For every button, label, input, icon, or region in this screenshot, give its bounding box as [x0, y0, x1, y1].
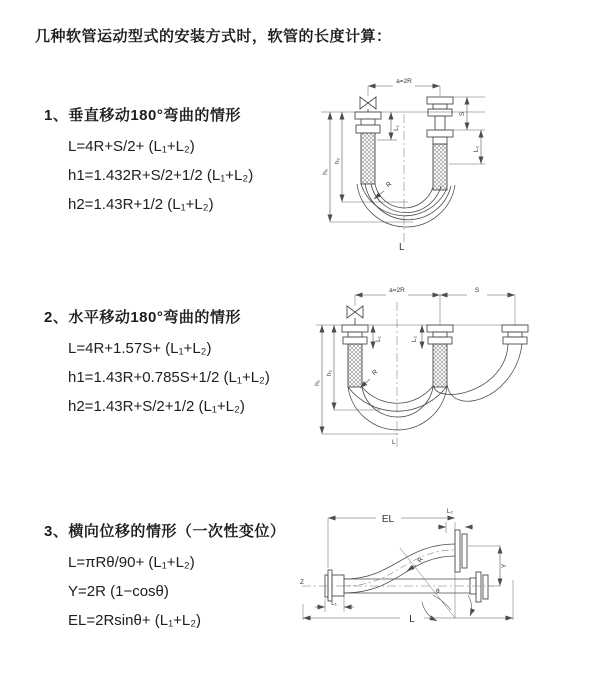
section-horizontal-180 [44, 306, 270, 421]
left-fitting [342, 325, 368, 387]
dim-s-label: S [474, 287, 480, 294]
axis-mark-label: Z [300, 579, 304, 586]
right-fitting [427, 97, 453, 190]
section-lateral-displacement [44, 520, 285, 635]
hose-u-bend [348, 386, 447, 430]
radius-label: R [416, 556, 425, 565]
section3-heading: 3、横向位移的情形（一次性变位） [44, 523, 286, 540]
dim-h2-label: h₂ [326, 369, 333, 377]
left-fitting [355, 112, 381, 184]
section1-formulas [68, 132, 253, 219]
formula-h1: h1=1.43R+0.785S+1/2 (L₁+L₂) [68, 369, 270, 386]
angle-label: θ [436, 588, 440, 595]
dim-l1-label: L₁ [393, 125, 400, 131]
formula-length: L=πRθ/90+ (L₁+L₂) [68, 554, 195, 571]
dim-l2-label: L₂ [473, 145, 480, 153]
dim-a-label: a=2R [389, 287, 405, 294]
hose-s-curve [344, 544, 455, 593]
valve-icon [360, 97, 376, 112]
dim-l2-label: L₂ [411, 335, 418, 343]
formula-h1: h1=1.432R+S/2+1/2 (L₁+L₂) [68, 167, 254, 184]
length-label: L [399, 242, 405, 253]
formula-h2: h2=1.43R+S/2+1/2 (L₁+L₂) [68, 398, 245, 415]
dim-y-label: Y [501, 563, 508, 569]
page-title: 几种软管运动型式的安装方式时，软管的长度计算： [35, 28, 392, 45]
dim-h1-label: h₁ [322, 169, 329, 175]
dim-el-label: EL [381, 514, 395, 525]
diagram-lateral-displacement [298, 498, 600, 653]
radius-label: R [370, 368, 380, 378]
formula-length: L=4R+S/2+ (L₁+L₂) [68, 138, 195, 155]
length-label: L [392, 439, 396, 446]
section-vertical-180 [44, 104, 253, 219]
section1-heading: 1、垂直移动180°弯曲的情形 [44, 107, 241, 124]
radius-label: R [384, 180, 394, 190]
dim-l1-label: L₁ [375, 336, 382, 342]
formula-h2: h2=1.43R+1/2 (L₁+L₂) [68, 196, 214, 213]
displaced-flange [455, 530, 467, 572]
dim-h1-label: h₁ [314, 380, 321, 386]
hose-u-bend [357, 184, 455, 227]
angle-construction [400, 548, 472, 621]
dim-a-label: a=2R [396, 78, 412, 85]
middle-fitting [427, 325, 453, 387]
dim-l1-label: L₁ [331, 600, 337, 607]
dim-h2-label: h₂ [334, 157, 341, 165]
section2-heading: 2、水平移动180°弯曲的情形 [44, 309, 241, 326]
right-fitting [502, 325, 528, 344]
formula-y: Y=2R (1−cosθ) [68, 583, 169, 600]
diagram-vertical-180 [313, 72, 595, 264]
dim-s-label: S [459, 111, 466, 117]
original-flange [470, 572, 488, 602]
dim-l2-label: L₂ [446, 508, 454, 515]
dim-l-label: L [409, 614, 415, 625]
left-flange [325, 570, 344, 601]
diagram-horizontal-180 [310, 282, 600, 462]
valve-icon [347, 306, 363, 325]
section2-formulas [68, 334, 270, 421]
section3-formulas [68, 548, 285, 635]
formula-el: EL=2Rsinθ+ (L₁+L₂) [68, 612, 202, 629]
formula-length: L=4R+1.57S+ (L₁+L₂) [68, 340, 212, 357]
